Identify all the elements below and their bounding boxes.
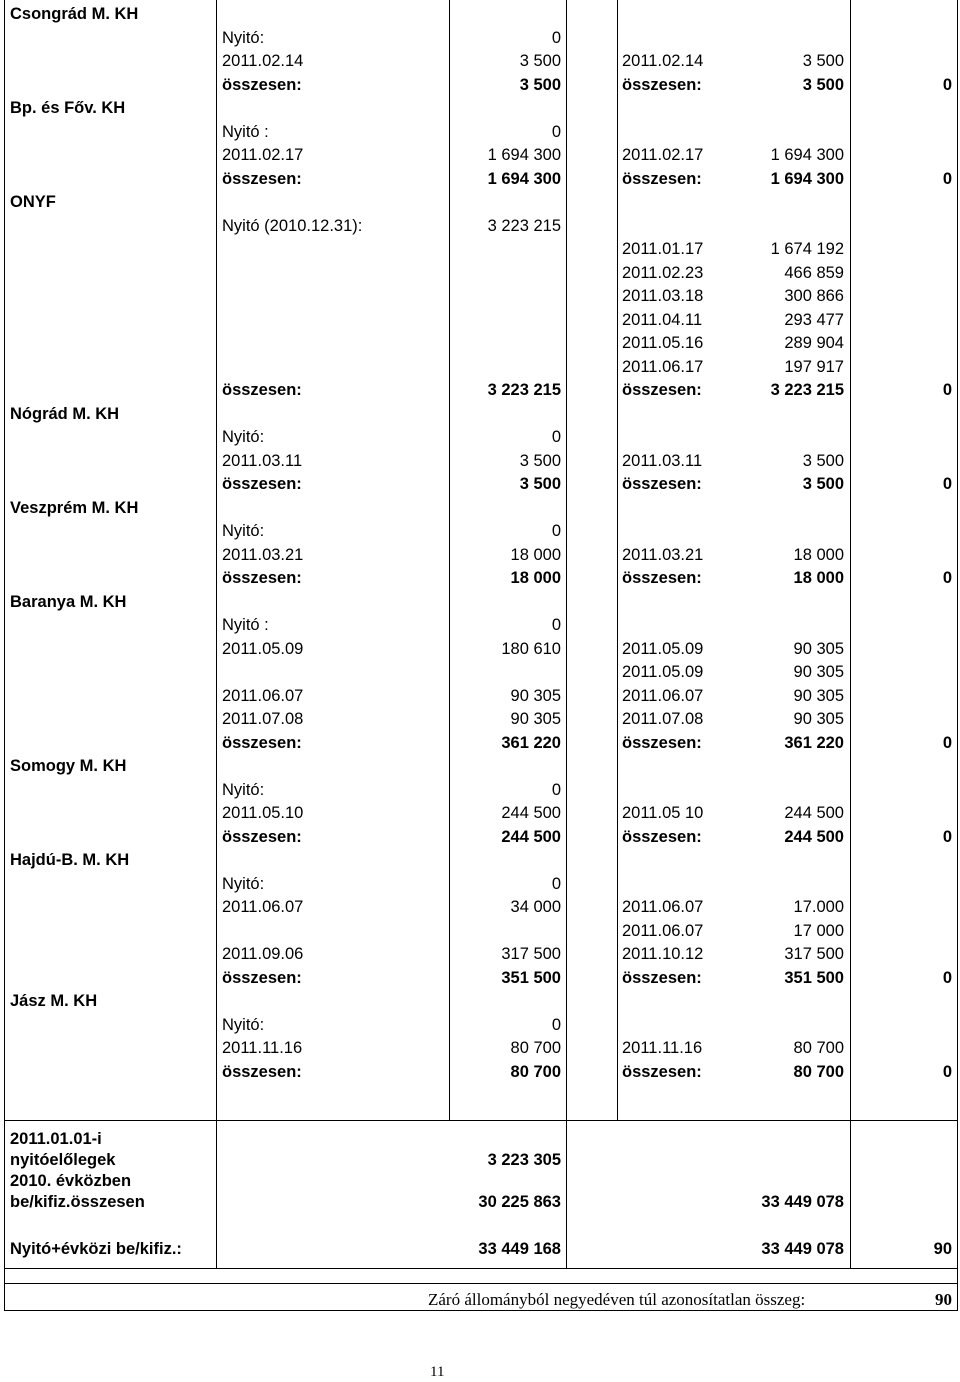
cell-amount-left: 244 500	[501, 804, 561, 822]
cell-label: összesen:	[222, 968, 302, 987]
summary-label-line2: nyitóelőlegek	[10, 1151, 116, 1169]
cell-label: összesen:	[222, 75, 302, 94]
cell-amount-left: 90 305	[510, 686, 561, 705]
cell-amount-right: 17 000	[793, 921, 844, 940]
cell-label: összesen:	[222, 381, 302, 399]
cell-date-right: összesen:	[622, 827, 702, 846]
cell-amount-left: 34 000	[510, 898, 561, 916]
cell-amount-right: 1 694 300	[770, 146, 844, 164]
cell-amount-left: 18 000	[510, 545, 561, 564]
office-name: Bp. és Főv. KH	[10, 99, 126, 117]
cell-amount-right: 300 866	[784, 287, 844, 305]
summary-label-line4: be/kifiz.összesen	[10, 1193, 145, 1211]
cell-amount-right: 317 500	[784, 945, 844, 963]
cell-amount-left: 0	[551, 428, 561, 446]
cell-amount-left: 361 220	[501, 733, 561, 752]
cell-amount-left: 0	[551, 780, 561, 799]
cell-amount-left: 90 305	[510, 710, 561, 728]
cell-date-right: összesen:	[622, 475, 702, 493]
cell-label: 2011.05.09	[222, 639, 304, 658]
cell-date-right: 2011.03.21	[622, 545, 704, 564]
cell-label: Nyitó:	[222, 874, 265, 893]
cell-label: Nyitó:	[222, 428, 265, 446]
cell-amount-left: 351 500	[501, 968, 561, 987]
cell-label: 2011.03.11	[222, 451, 303, 470]
cell-label: összesen:	[222, 475, 302, 493]
page-number: 11	[430, 1364, 445, 1380]
cell-amount-left: 0	[551, 616, 561, 634]
cell-date-right: összesen:	[622, 968, 702, 987]
cell-date-right: 2011.06.07	[622, 921, 704, 940]
cell-date-right: 2011.11.16	[622, 1039, 703, 1057]
cell-label: összesen:	[222, 569, 302, 587]
cell-label: 2011.02.14	[222, 52, 304, 70]
cell-amount-left: 3 500	[519, 52, 561, 70]
cell-amount-left: 0	[551, 874, 561, 893]
cell-date-right: 2011.04.11	[622, 310, 703, 329]
cell-amount-right: 361 220	[784, 733, 844, 752]
office-name: Somogy M. KH	[10, 757, 127, 775]
cell-amount-left: 0	[551, 122, 561, 141]
cell-date-right: 2011.02.17	[622, 146, 704, 164]
closing-unidentified-value: 90	[935, 1290, 952, 1309]
cell-amount-left: 0	[551, 28, 561, 47]
cell-amount-right: 3 500	[802, 75, 844, 94]
cell-amount-right: 289 904	[784, 334, 844, 352]
office-name: ONYF	[10, 193, 56, 211]
cell-amount-right: 18 000	[793, 569, 844, 587]
cell-difference: 0	[942, 733, 952, 752]
cell-label: Nyitó:	[222, 522, 265, 540]
grand-total-difference: 90	[933, 1240, 952, 1258]
cell-amount-right: 90 305	[793, 639, 844, 658]
cell-date-right: 2011.05 10	[622, 804, 704, 822]
cell-difference: 0	[942, 968, 952, 987]
cell-amount-left: 244 500	[501, 827, 561, 846]
cell-date-right: összesen:	[622, 569, 702, 587]
cell-difference: 0	[942, 827, 952, 846]
cell-date-right: 2011.01.17	[622, 240, 704, 258]
office-name: Nógrád M. KH	[10, 404, 120, 423]
cell-amount-right: 3 500	[802, 475, 844, 493]
cell-label: Nyitó:	[222, 1015, 265, 1034]
cell-date-right: 2011.05.16	[622, 334, 704, 352]
office-name: Hajdú-B. M. KH	[10, 851, 130, 869]
cell-amount-right: 1 694 300	[770, 169, 844, 188]
cell-label: összesen:	[222, 1062, 302, 1081]
grand-total-left: 33 449 168	[478, 1240, 561, 1258]
cell-amount-right: 244 500	[784, 827, 844, 846]
cell-date-right: 2011.07.08	[622, 710, 704, 728]
cell-date-right: 2011.03.11	[622, 451, 703, 470]
cell-amount-right: 244 500	[784, 804, 844, 822]
cell-date-right: összesen:	[622, 75, 702, 94]
cell-difference: 0	[942, 475, 952, 493]
cell-label: 2011.06.07	[222, 686, 304, 705]
grand-total-label: Nyitó+évközi be/kifiz.:	[10, 1240, 182, 1258]
cell-amount-right: 466 859	[784, 263, 844, 282]
cell-amount-left: 3 500	[519, 451, 561, 470]
office-name: Jász M. KH	[10, 992, 98, 1010]
cell-amount-left: 1 694 300	[487, 169, 561, 188]
cell-amount-right: 90 305	[793, 686, 844, 705]
cell-date-right: 2011.05.09	[622, 639, 704, 658]
cell-difference: 0	[942, 75, 952, 94]
cell-label: összesen:	[222, 169, 302, 188]
cell-amount-right: 351 500	[784, 968, 844, 987]
inyear-total-left: 30 225 863	[478, 1193, 561, 1211]
office-name: Veszprém M. KH	[10, 498, 139, 517]
cell-amount-left: 0	[551, 522, 561, 540]
cell-label: 2011.07.08	[222, 710, 304, 728]
cell-amount-right: 3 500	[802, 451, 844, 470]
cell-date-right: 2011.06.07	[622, 898, 704, 916]
cell-amount-right: 3 223 215	[770, 381, 844, 399]
cell-date-right: összesen:	[622, 169, 702, 188]
cell-difference: 0	[942, 1062, 952, 1081]
cell-amount-left: 180 610	[501, 639, 561, 658]
cell-amount-right: 1 674 192	[770, 240, 844, 258]
cell-amount-left: 18 000	[510, 569, 561, 587]
cell-label: 2011.03.21	[222, 545, 304, 564]
cell-label: 2011.09.06	[222, 945, 304, 963]
cell-date-right: 2011.06.17	[622, 357, 704, 376]
summary-label-line1: 2011.01.01-i	[10, 1130, 102, 1148]
cell-amount-left: 317 500	[501, 945, 561, 963]
cell-amount-right: 80 700	[793, 1062, 844, 1081]
cell-label: összesen:	[222, 827, 302, 846]
cell-date-right: 2011.02.14	[622, 52, 704, 70]
cell-date-right: 2011.03.18	[622, 287, 704, 305]
cell-difference: 0	[942, 381, 952, 399]
cell-amount-left: 1 694 300	[487, 146, 561, 164]
cell-amount-left: 3 500	[519, 75, 561, 94]
cell-amount-left: 80 700	[510, 1039, 561, 1057]
cell-amount-right: 90 305	[793, 663, 844, 681]
cell-amount-right: 18 000	[793, 545, 844, 564]
cell-amount-left: 3 223 215	[487, 216, 561, 235]
cell-label: 2011.05.10	[222, 804, 304, 822]
cell-label: Nyitó:	[222, 28, 265, 47]
office-name: Csongrád M. KH	[10, 5, 139, 23]
cell-label: Nyitó (2010.12.31):	[222, 216, 363, 235]
cell-label: Nyitó :	[222, 122, 269, 141]
cell-amount-right: 17.000	[793, 898, 844, 916]
cell-difference: 0	[942, 569, 952, 587]
cell-date-right: összesen:	[622, 381, 702, 399]
cell-difference: 0	[942, 169, 952, 188]
cell-label: Nyitó :	[222, 616, 269, 634]
inyear-total-right: 33 449 078	[761, 1193, 844, 1211]
cell-amount-left: 0	[551, 1015, 561, 1034]
cell-label: összesen:	[222, 733, 302, 752]
cell-date-right: 2011.05.09	[622, 663, 704, 681]
cell-date-right: összesen:	[622, 1062, 702, 1081]
cell-date-right: 2011.06.07	[622, 686, 704, 705]
cell-amount-right: 197 917	[784, 357, 844, 376]
cell-amount-left: 3 500	[519, 475, 561, 493]
cell-amount-right: 90 305	[793, 710, 844, 728]
cell-date-right: 2011.10.12	[622, 945, 704, 963]
cell-label: 2011.02.17	[222, 146, 304, 164]
cell-label: 2011.06.07	[222, 898, 304, 916]
office-name: Baranya M. KH	[10, 592, 127, 611]
cell-amount-left: 3 223 215	[487, 381, 561, 399]
summary-label-line3: 2010. évközben	[10, 1172, 132, 1190]
opening-advance-value: 3 223 305	[487, 1151, 561, 1169]
cell-amount-right: 3 500	[802, 52, 844, 70]
cell-amount-left: 80 700	[510, 1062, 561, 1081]
cell-date-right: összesen:	[622, 733, 702, 752]
cell-amount-right: 80 700	[793, 1039, 844, 1057]
cell-label: 2011.11.16	[222, 1039, 303, 1057]
cell-amount-right: 293 477	[784, 310, 844, 329]
cell-date-right: 2011.02.23	[622, 263, 704, 282]
closing-unidentified-label: Záró állományból negyedéven túl azonosítatlan összeg:	[428, 1290, 806, 1309]
cell-label: Nyitó:	[222, 780, 265, 799]
grand-total-right: 33 449 078	[761, 1240, 844, 1258]
